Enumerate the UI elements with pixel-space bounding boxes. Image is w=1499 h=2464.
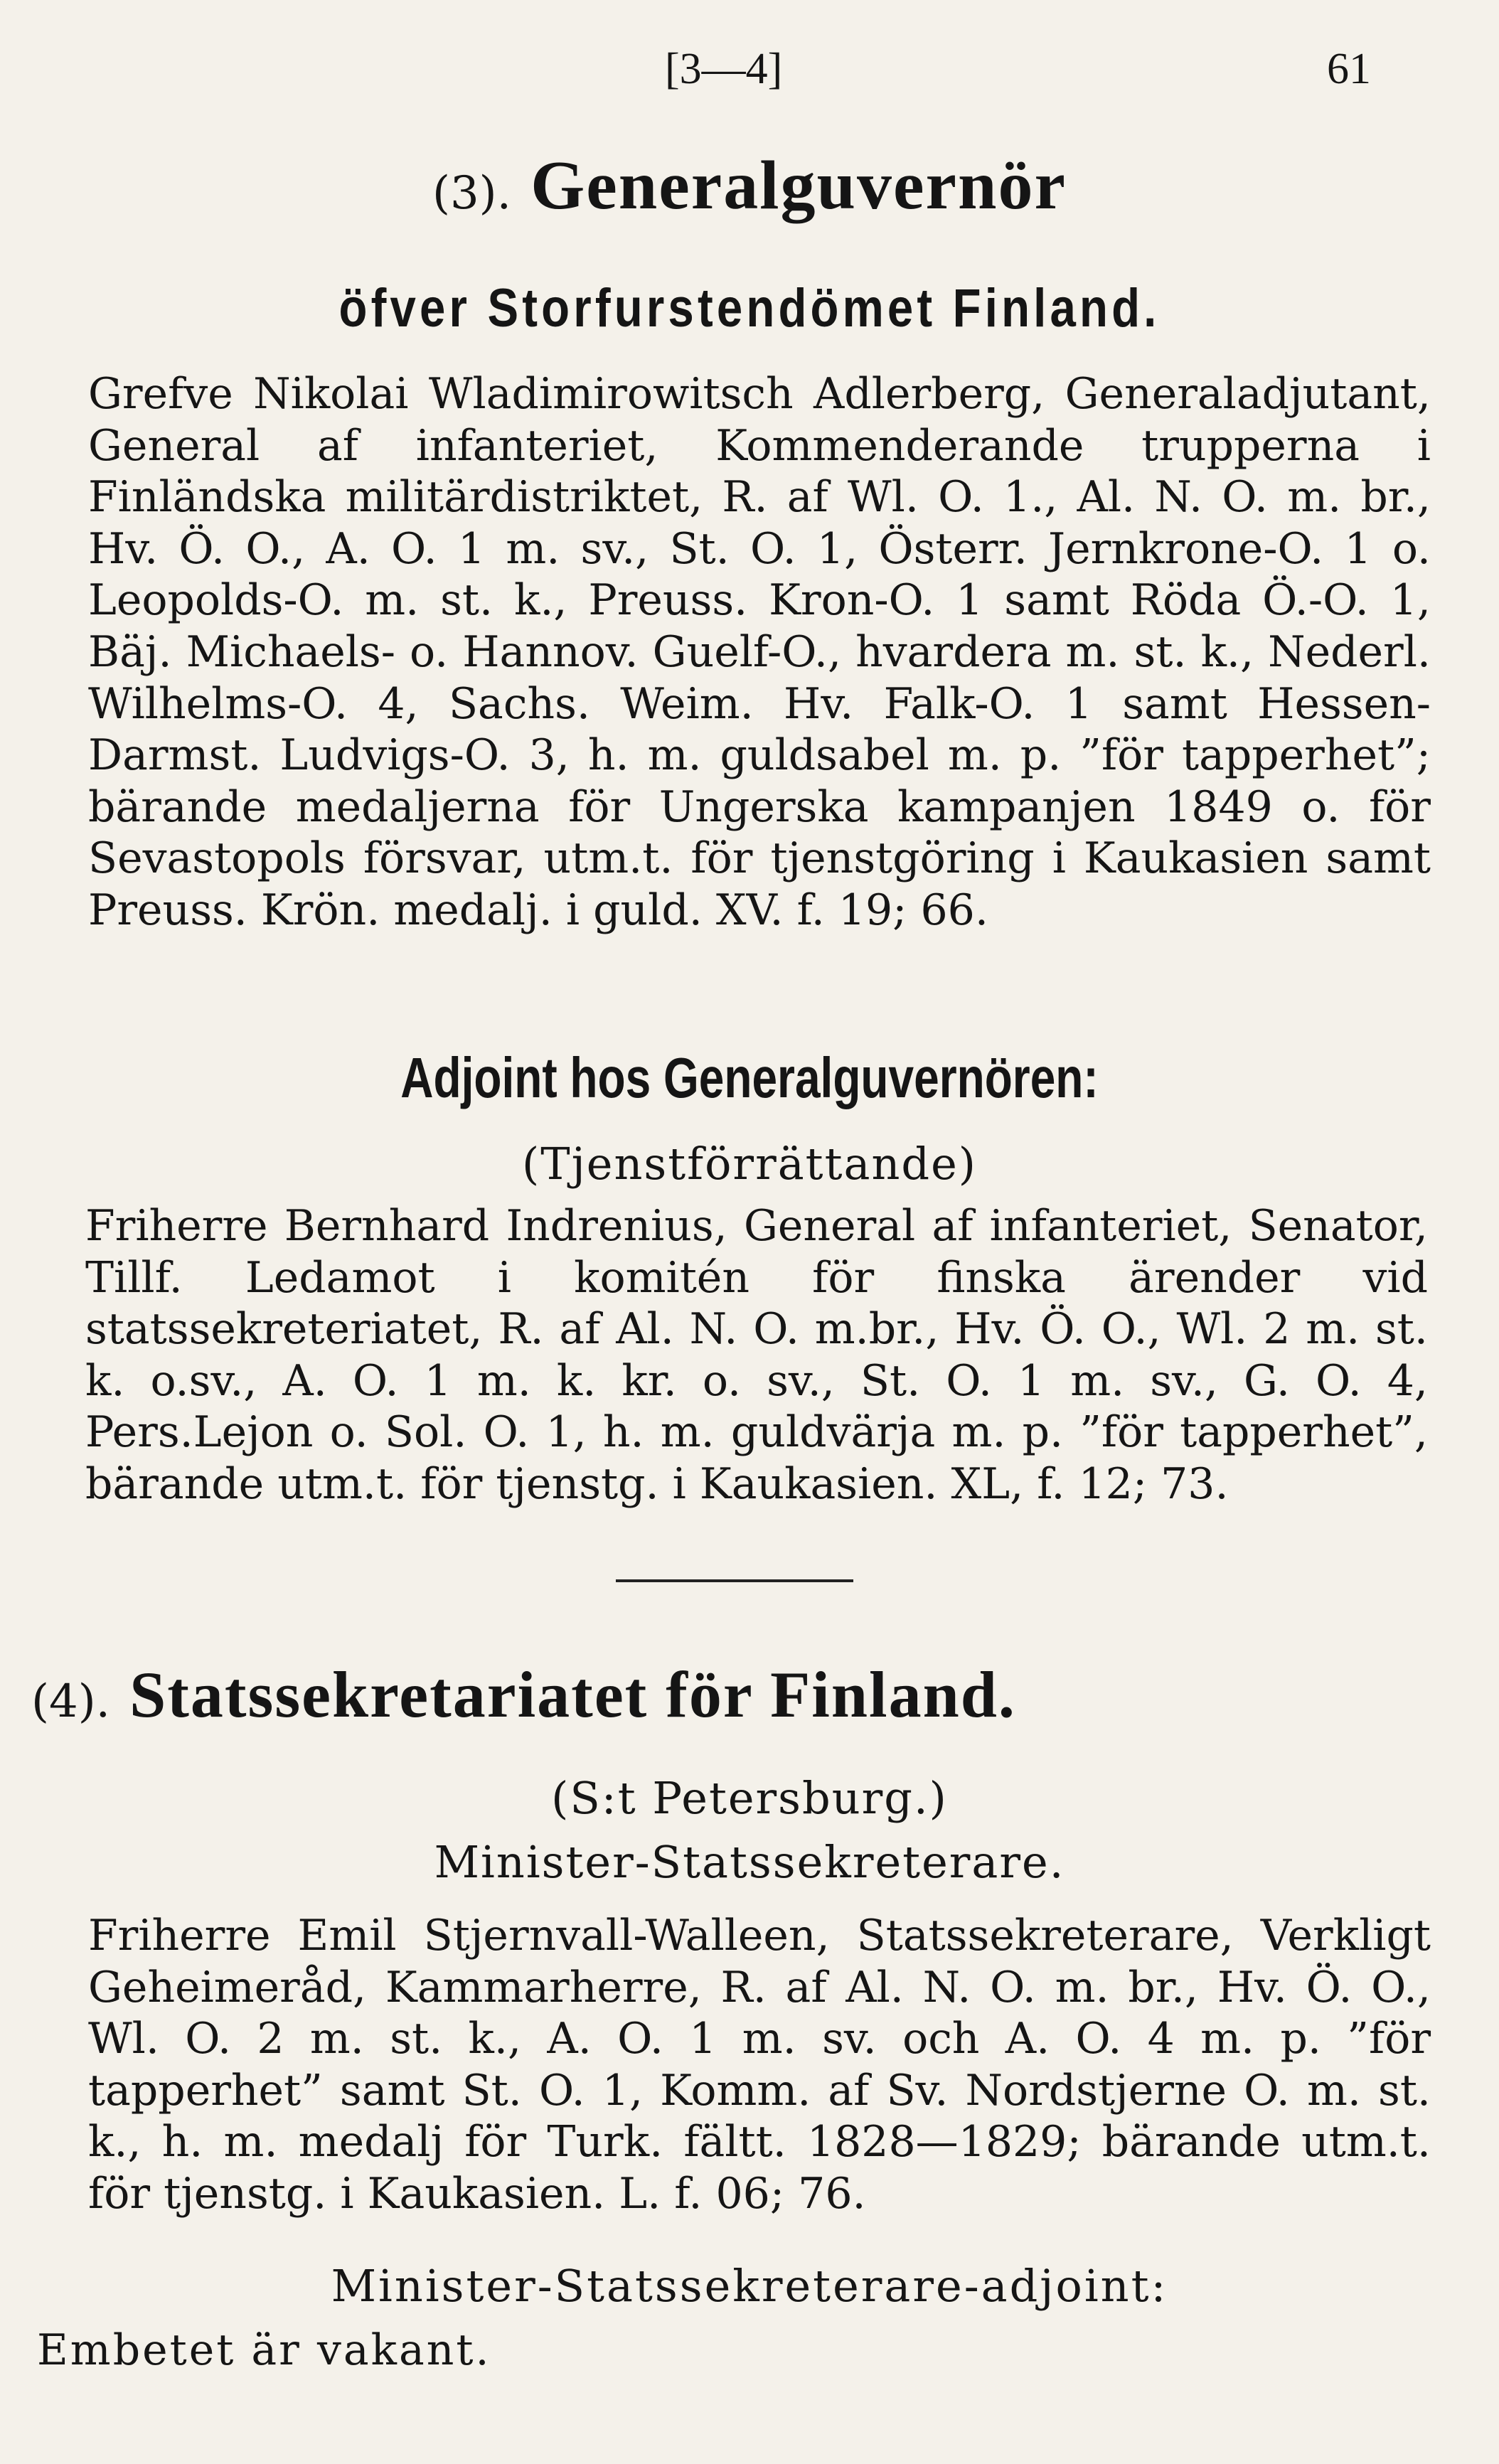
section-3-number: (3).: [432, 167, 511, 220]
section-divider: [616, 1579, 853, 1582]
section-3-subtitle: öfver Storfurstendömet Finland.: [338, 278, 1161, 338]
page-number: 61: [1327, 45, 1371, 93]
indrenius-entry: Friherre Bernhard Indrenius, General af infanteriet, Senator, Tillf. Ledamot i komitén för finska ärender vid statssekreteriatet, R. af Al. N. O. m.br., Hv. Ö. O., Wl. 2 m. st. k. o.sv., A. O. 1 m. k. kr. o. sv., St. O. 1 m. sv., G. O. 4, Pers.Lejon o. Sol. O. 1, h. m. guldvärja m. p. ”för tapperhet”, bärande utm.t. för tjenstg. i Kaukasien. XL, f. 12; 73.: [85, 1201, 1428, 1509]
section-4-adjoint-role: Minister-Statssekreterare-adjoint:: [331, 2260, 1168, 2312]
adlerberg-entry: Grefve Nikolai Wladimirowitsch Adlerberg, Generaladjutant, General af infanteriet, Kommenderande trupperna i Finländska militärdistriktet, R. af Wl. O. 1., Al. N. O. m. br., Hv. Ö. O., A. O. 1 m. sv., St. O. 1, Österr. Jernkrone-O. 1 o. Leopolds-O. m. st. k., Preuss. Kron-O. 1 samt Röda Ö.-O. 1, Bäj. Michaels- o. Hannov. Guelf-O., hvardera m. st. k., Nederl. Wilhelms-O. 4, Sachs. Weim. Hv. Falk-O. 1 samt Hessen-Darmst. Ludvigs-O. 3, h. m. guldsabel m. p. ”för tapperhet”; bärande medaljerna för Ungerska kampanjen 1849 o. för Sevastopols försvar, utm.t. för tjenstgöring i Kaukasien samt Preuss. Krön. medalj. i guld. XV. f. 19; 66.: [88, 369, 1431, 935]
vacant-note: Embetet är vakant.: [37, 2325, 491, 2375]
section-4-location: (S:t Petersburg.): [551, 1772, 948, 1824]
section-3-heading: [0, 146, 1499, 225]
section-3-title: Generalguvernör: [530, 147, 1067, 224]
adjoint-heading: Adjoint hos Generalguvernören:: [400, 1046, 1099, 1109]
stjernvall-entry: Friherre Emil Stjernvall-Walleen, Statssekreterare, Verkligt Geheimeråd, Kammarherre, R. af Al. N. O. m. br., Hv. Ö. O., Wl. O. 2 m. st. k., A. O. 1 m. sv. och A. O. 4 m. p. ”för tapperhet” samt St. O. 1, Komm. af Sv. Nordstjerne O. m. st. k., h. m. medalj för Turk. fältt. 1828—1829; bärande utm.t. för tjenstg. i Kaukasien. L. f. 06; 76.: [88, 1911, 1431, 2219]
section-4-title: Statssekretariatet för Finland.: [129, 1658, 1016, 1731]
section-4-heading: [31, 1657, 1016, 1732]
page-header: [0, 44, 1499, 108]
adjoint-note: (Tjenstförrättande): [522, 1138, 977, 1190]
section-4-number: (4).: [31, 1675, 110, 1728]
section-range: [3—4]: [665, 45, 783, 93]
section-4-role: Minister-Statssekreterare.: [434, 1836, 1065, 1888]
